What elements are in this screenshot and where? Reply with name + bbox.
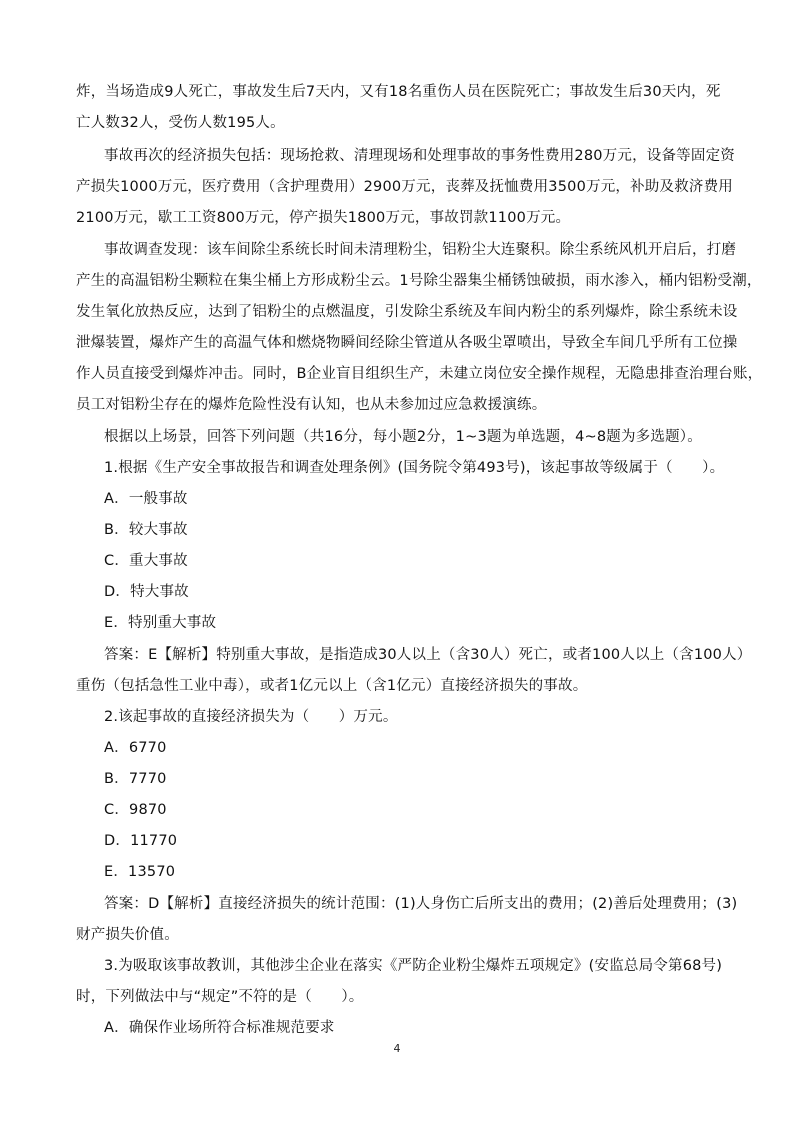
question-1: 1.根据《生产安全事故报告和调查处理条例》(国务院令第493号)，该起事故等级属于（ ）。 xyxy=(104,460,725,476)
option-a: A．确保作业场所符合标准规范要求 xyxy=(104,1020,335,1036)
instruction-line: 根据以上场景，回答下列问题（共16分，每小题2分，1~3题为单选题，4~8题为多选题）。 xyxy=(104,429,702,445)
option-d: D．11770 xyxy=(104,833,178,849)
option-d: D．特大事故 xyxy=(104,584,189,600)
option-c: C．重大事故 xyxy=(104,553,188,569)
page-number: 4 xyxy=(393,1042,401,1055)
option-b: B．7770 xyxy=(104,771,167,787)
option-b: B．较大事故 xyxy=(104,522,188,538)
question-2: 2.该起事故的直接经济损失为（ ）万元。 xyxy=(104,709,398,725)
paragraph-line: 产生的高温铝粉尘颗粒在集尘桶上方形成粉尘云。1号除尘器集尘桶锈蚀破损，雨水渗入，桶内铝粉受潮， xyxy=(76,273,762,289)
question-3-cont: 时，下列做法中与“规定”不符的是（ ）。 xyxy=(76,989,364,1005)
paragraph-line: 产损失1000万元，医疗费用（含护理费用）2900万元，丧葬及抚恤费用3500万元，补助及救济费用 xyxy=(76,179,734,195)
paragraph-line: 炸，当场造成9人死亡，事故发生后7天内，又有18名重伤人员在医院死亡；事故发生后30天内，死 xyxy=(76,84,721,100)
answer-2: 答案：D【解析】直接经济损失的统计范围：(1)人身伤亡后所支出的费用；(2)善后处理费用；(3) xyxy=(104,896,738,912)
option-e: E．特别重大事故 xyxy=(104,615,217,631)
paragraph-line: 发生氧化放热反应，达到了铝粉尘的点燃温度，引发除尘系统及车间内粉尘的系列爆炸，除尘系统未设 xyxy=(76,304,738,320)
paragraph-line: 员工对铝粉尘存在的爆炸危险性没有认知，也从未参加过应急救援演练。 xyxy=(76,397,547,413)
paragraph-line: 泄爆装置，爆炸产生的高温气体和燃烧物瞬间经除尘管道从各吸尘罩喷出，导致全车间几乎所有工位操 xyxy=(76,335,738,351)
answer-1-cont: 重伤（包括急性工业中毒），或者1亿元以上（含1亿元）直接经济损失的事故。 xyxy=(76,678,588,694)
option-a: A．一般事故 xyxy=(104,491,188,507)
paragraph-line: 事故调查发现：该车间除尘系统长时间未清理粉尘，铝粉尘大连聚积。除尘系统风机开启后，打磨 xyxy=(104,242,737,258)
answer-1: 答案：E【解析】特别重大事故，是指造成30人以上（含30人）死亡，或者100人以上（含100人） xyxy=(104,647,752,663)
paragraph-line: 作人员直接受到爆炸冲击。同时，B企业盲目组织生产，未建立岗位安全操作规程，无隐患排查治理台账， xyxy=(76,366,763,382)
answer-2-cont: 财产损失价值。 xyxy=(76,927,179,943)
paragraph-line: 2100万元，歇工工资800万元，停产损失1800万元，事故罚款1100万元。 xyxy=(76,210,571,226)
option-e: E．13570 xyxy=(104,864,176,880)
option-c: C．9870 xyxy=(104,802,167,818)
option-a: A．6770 xyxy=(104,740,167,756)
question-3: 3.为吸取该事故教训，其他涉尘企业在落实《严防企业粉尘爆炸五项规定》(安监总局令第68号) xyxy=(104,958,723,974)
paragraph-line: 亡人数32人，受伤人数195人。 xyxy=(76,115,285,131)
paragraph-line: 事故再次的经济损失包括：现场抢救、清理现场和处理事故的事务性费用280万元，设备等固定资 xyxy=(104,148,735,164)
